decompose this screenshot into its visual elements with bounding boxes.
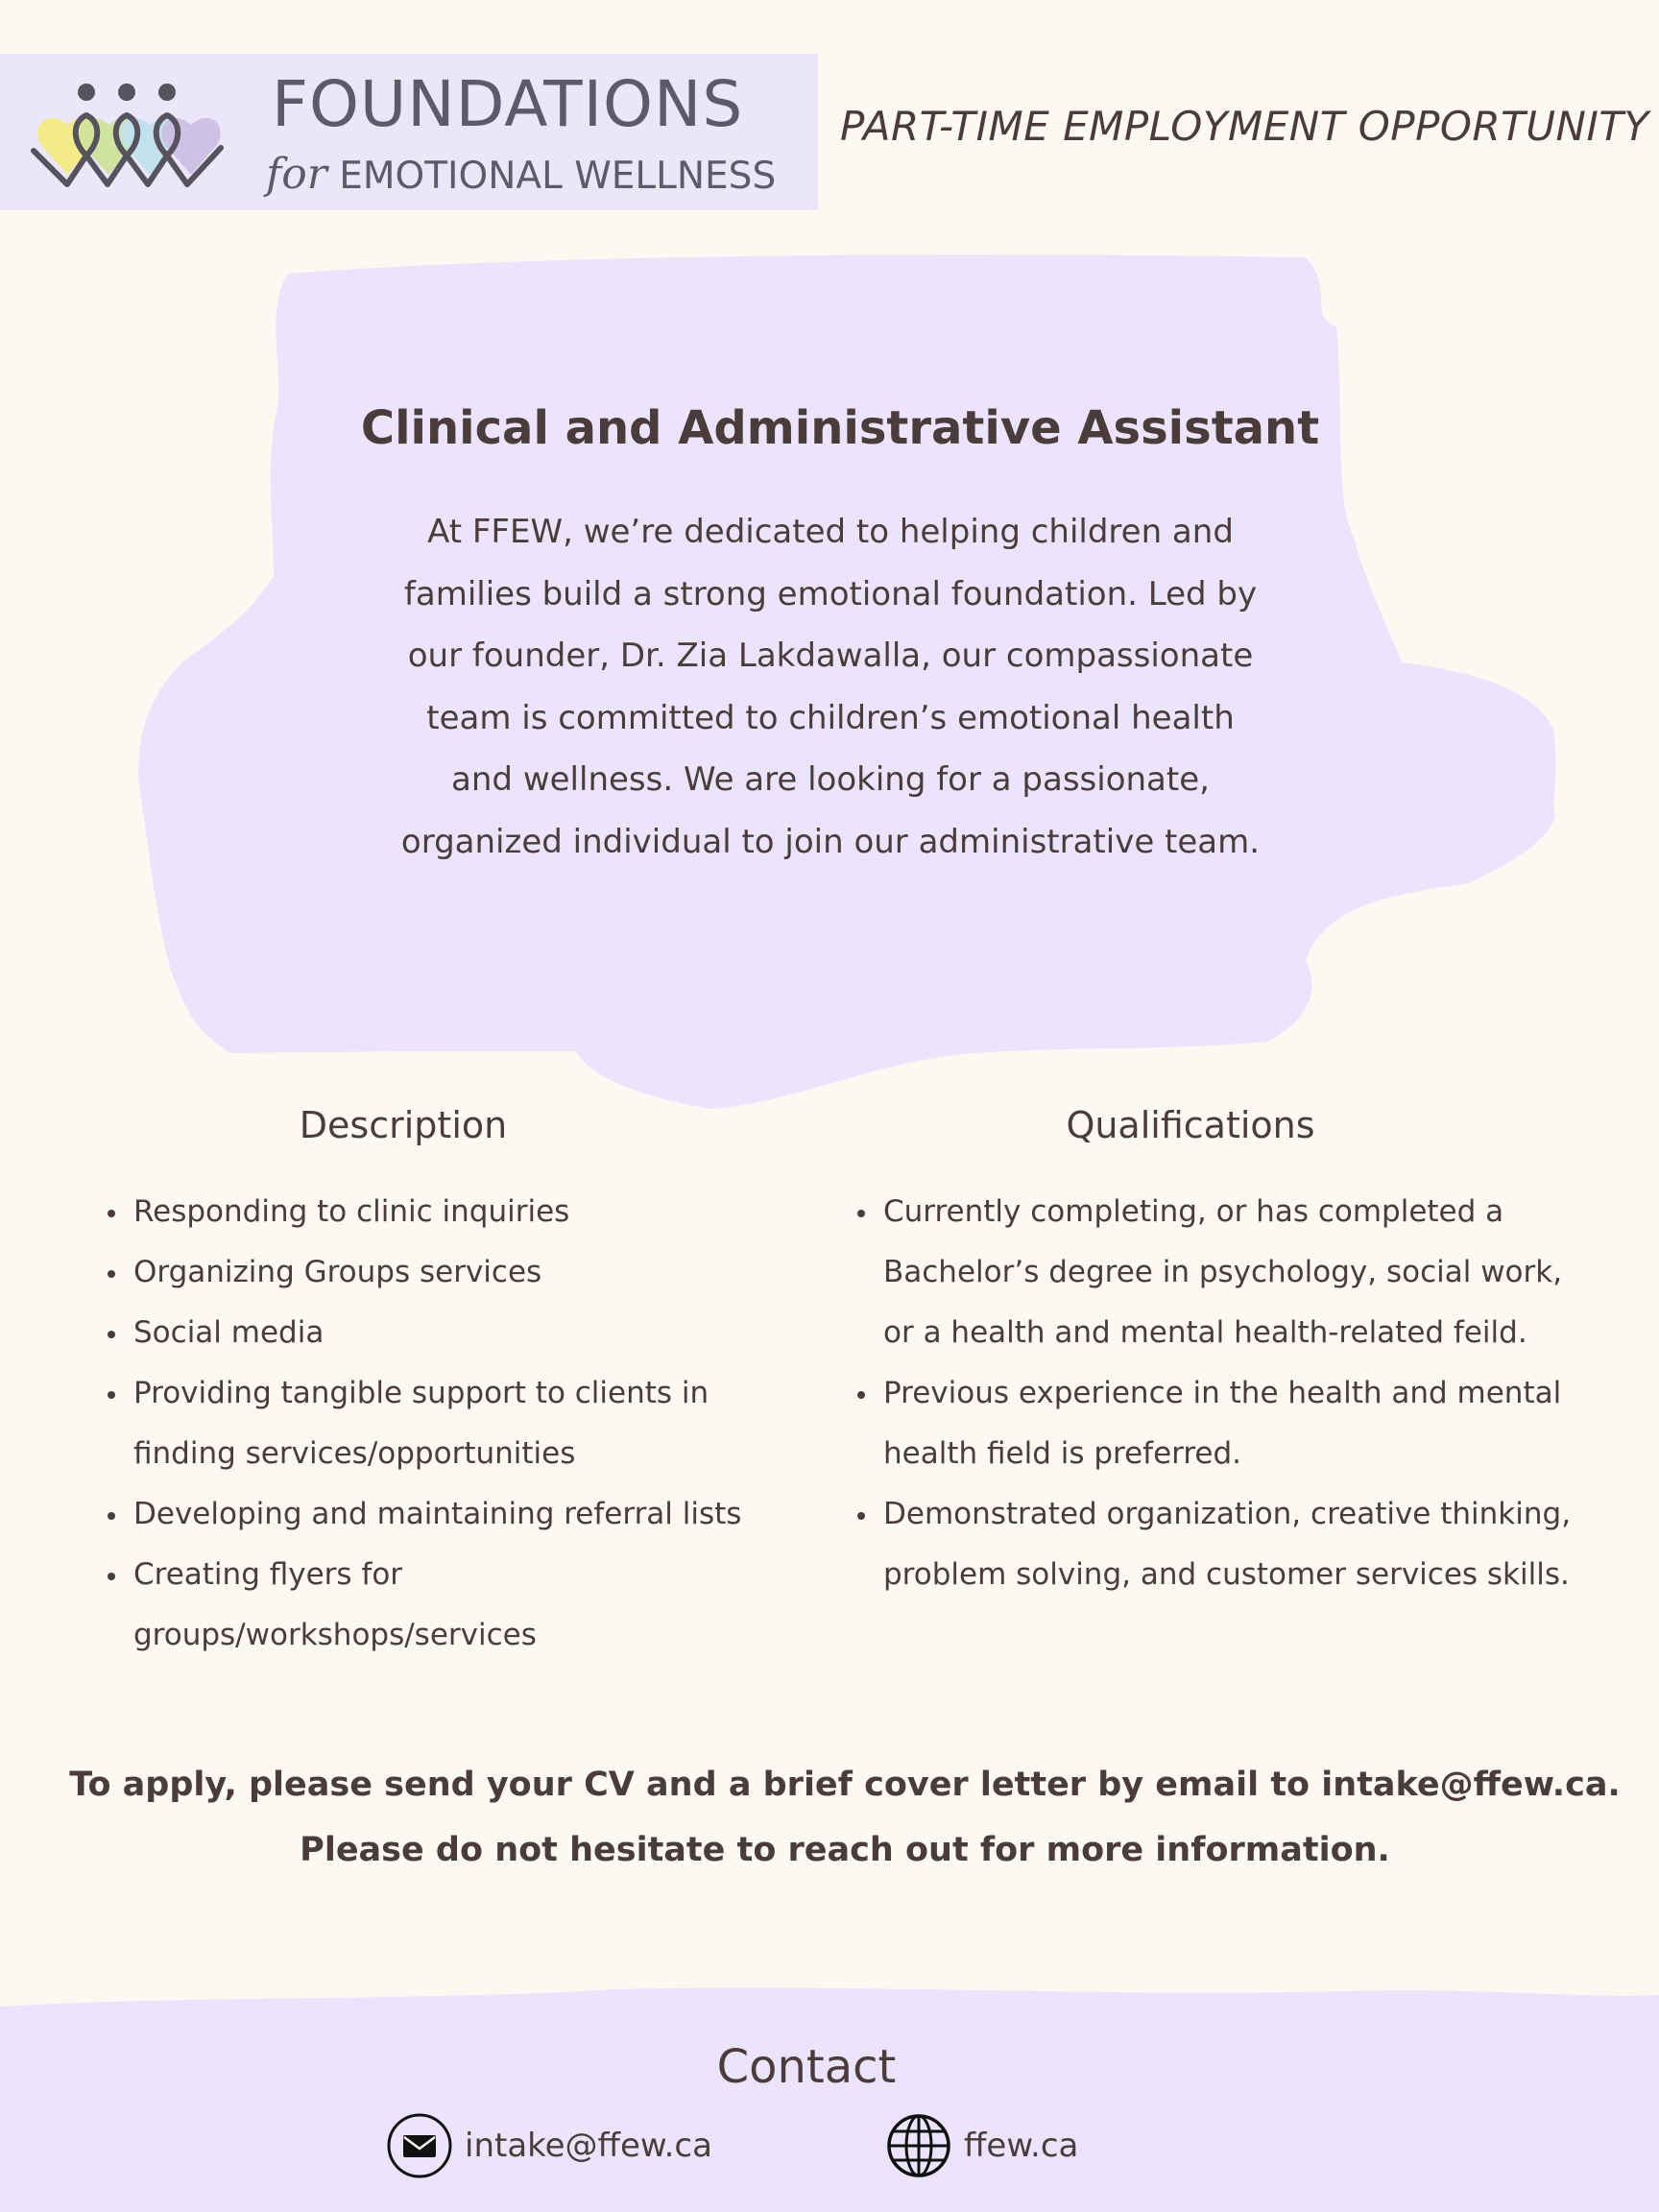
description-list [108,1182,780,1666]
list-item: Developing and maintaining referral lists [108,1484,780,1545]
employment-banner: PART-TIME EMPLOYMENT OPPORTUNITY [840,103,1649,150]
list-item: Organizing Groups services [108,1242,780,1303]
org-tagline-for: for [266,150,327,199]
globe-icon [885,2112,952,2179]
org-tagline-text: EMOTIONAL WELLNESS [339,155,777,198]
contact-website-text[interactable]: ffew.ca [964,2127,1079,2165]
list-item: Previous experience in the health and mental health field is preferred. [857,1363,1594,1484]
list-item: Creating flyers for groups/workshops/services [108,1545,537,1666]
footer-band [0,1978,1659,2212]
contact-website[interactable] [885,2112,1078,2179]
contact-heading: Contact [716,2040,897,2094]
apply-instructions [58,1752,1632,1883]
job-title: Clinical and Administrative Assistant [360,401,1320,455]
list-item: Social media [108,1303,780,1363]
list-item: Responding to clinic inquiries [108,1182,780,1242]
qualifications-list [857,1182,1597,1605]
list-item: Providing tangible support to clients in finding services/opportunities [108,1363,729,1484]
list-item: Demonstrated organization, creative thinking, problem solving, and customer services skills. [857,1484,1597,1605]
apply-line-2: Please do not hesitate to reach out for more information. [300,1831,1390,1869]
list-item: Currently completing, or has completed a Bachelor’s degree in psychology, social work, or a health and mental health-related feild. [857,1182,1597,1363]
contact-email-text[interactable]: intake@ffew.ca [465,2127,712,2165]
envelope-icon [386,2112,453,2179]
description-heading: Description [299,1104,508,1146]
contact-email[interactable] [386,2112,712,2179]
apply-line-1: To apply, please send your CV and a brief cover letter by email to intake@ffew.ca. [69,1766,1621,1804]
qualifications-heading: Qualifications [1066,1104,1315,1146]
job-intro: At FFEW, we’re dedicated to helping children and families build a strong emotional foundation. Led by our founder, Dr. Zia Lakdawalla, our compassionate team is committed to children’s emotional health and wellness. We are looking for a passionate, organized individual to join our administrative team. [400,513,1261,861]
org-name: FOUNDATIONS [272,67,744,141]
